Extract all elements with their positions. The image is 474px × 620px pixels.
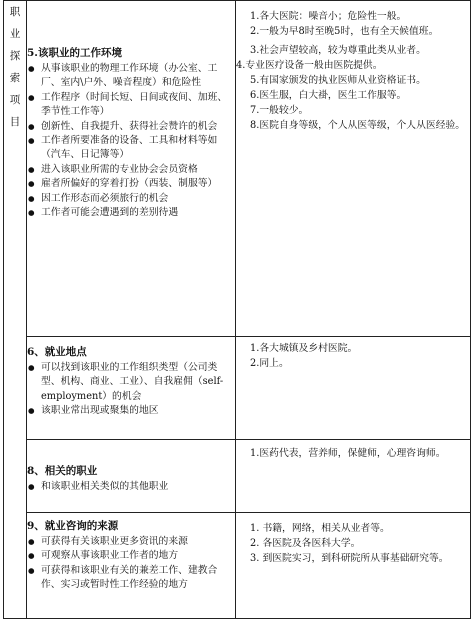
list-item: ● 工作程序（时间长短、日间或夜间、加班、季节性工作等）: [27, 91, 235, 120]
list-item: ● 可观察从事该职业工作者的地方: [27, 549, 235, 563]
criteria-cell-info-sources: [27, 513, 236, 619]
section-heading: 9、就业咨询的来源: [27, 520, 119, 532]
section-heading: 8、相关的职业: [27, 465, 98, 477]
list-item: ● 创新性、自我提升、获得社会赞许的机会: [27, 120, 235, 134]
answer-line: 4.专业医疗设备一般由医院提供。: [236, 60, 383, 71]
list-item: ● 该职业常出现或聚集的地区: [27, 404, 235, 418]
answer-line: 2.一般为早8时至晚5时，也有全天候值班。: [250, 26, 439, 37]
list-item: ● 从事该职业的物理工作环境（办公室、工厂、室内\户外、噪音程度）和危险性: [27, 62, 235, 91]
answer-cell-work-location: [236, 337, 471, 440]
criteria-list: [27, 535, 235, 593]
list-item: ● 可以找到该职业的工作组织类型（公司类型、机构、商业、工业）、自我雇佣（self-employment）的机会: [27, 361, 235, 404]
list-item: ● 和该职业相关类似的其他职业: [27, 480, 235, 494]
answer-line: 1.各大医院：噪音小；危险性一般。: [250, 11, 407, 22]
list-item: ● 可获得有关该职业更多资讯的来源: [27, 535, 235, 549]
side-label: [4, 1, 26, 133]
answer-cell-info-sources: [236, 513, 471, 619]
list-item: ● 可获得和该职业有关的兼差工作、建教合作、实习或暂时性工作经验的地方: [27, 564, 235, 593]
criteria-cell-related-jobs: [27, 440, 236, 513]
list-item: ● 工作者所要准备的设备、工具和材料等如（汽车、日记簿等）: [27, 134, 235, 163]
list-item: ● 工作者可能会遭遇到的差别待遇: [27, 206, 235, 220]
answer-line: 1.医药代表，营养师，保健师，心理咨询师。: [250, 448, 446, 459]
answer-line: 1. 书籍，网络，相关从业者等。: [250, 523, 390, 534]
side-label-cell: [4, 1, 27, 619]
side-char: 项: [9, 94, 21, 106]
list-item: ● 进入该职业所需的专业协会会员资格: [27, 163, 235, 177]
answer-line: 2. 各医院及各医科大学。: [250, 538, 361, 549]
answer-cell-work-environment: [236, 1, 471, 337]
side-char: 索: [9, 72, 21, 84]
row-related-jobs: [4, 440, 471, 513]
answer-line: 6.医生服，白大褂，医生工作服等。: [250, 90, 407, 101]
side-char: 探: [9, 50, 21, 62]
answer-cell-related-jobs: [236, 440, 471, 513]
side-char: 目: [9, 116, 21, 128]
criteria-cell-work-environment: [27, 1, 236, 337]
answer-line: 8.医院自身等级，个人从医等级，个人从医经验。: [250, 120, 466, 131]
answer-line: 5.有国家颁发的执业医师从业资格证书。: [250, 75, 426, 86]
side-char: 业: [9, 28, 21, 40]
criteria-list: [27, 480, 235, 494]
row-info-sources: [4, 513, 471, 619]
answer-line: 7.一般较少。: [250, 105, 309, 116]
answer-line: 3.社会声望较高，较为尊重此类从业者。: [250, 45, 426, 56]
answer-line: 1.各大城镇及乡村医院。: [250, 343, 358, 354]
career-exploration-table: [3, 0, 471, 619]
row-work-environment: [4, 1, 471, 337]
criteria-cell-work-location: [27, 337, 236, 440]
list-item: ● 雇者所偏好的穿着打扮（西装、制服等）: [27, 177, 235, 191]
section-heading: 6、就业地点: [27, 346, 87, 358]
criteria-list: [27, 62, 235, 220]
list-item: ● 因工作形态而必须旅行的机会: [27, 192, 235, 206]
side-char: 职: [9, 6, 21, 18]
answer-line: 2.同上。: [250, 358, 289, 369]
answer-line: 3. 到医院实习，到科研院所从事基础研究等。: [250, 553, 449, 564]
section-heading: 5.该职业的工作环境: [27, 47, 122, 59]
criteria-list: [27, 361, 235, 419]
row-work-location: [4, 337, 471, 440]
